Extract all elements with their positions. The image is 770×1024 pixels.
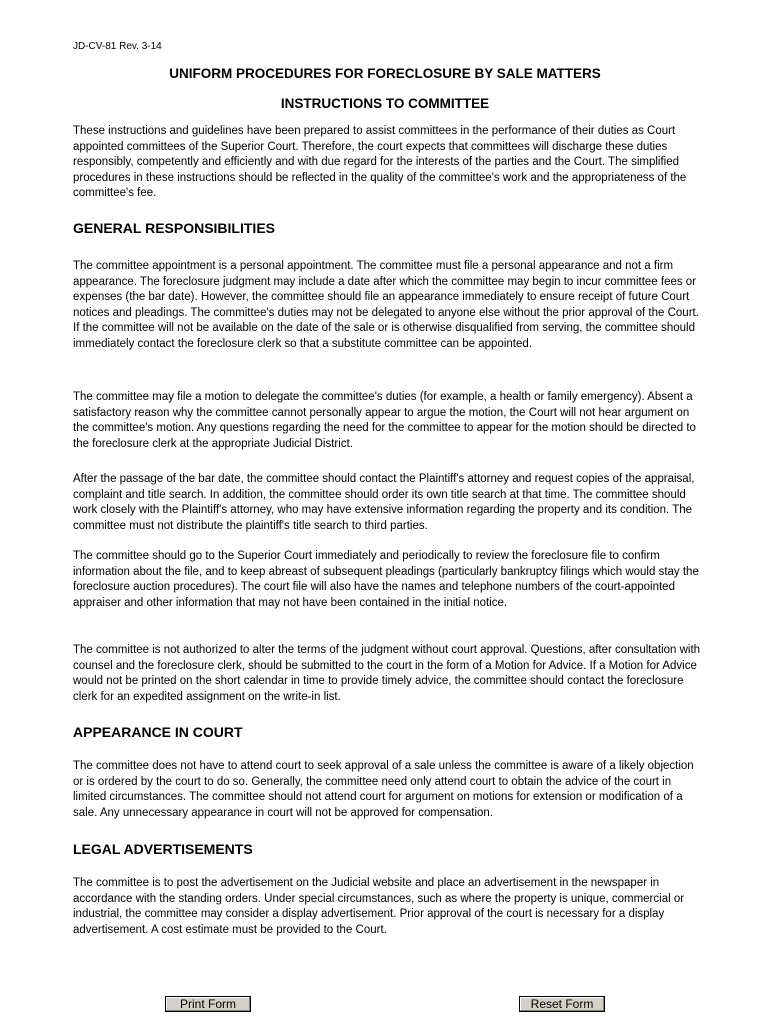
paragraph: The committee is not authorized to alter the terms of the judgment without court approval. Questions, after consultation with counsel and the foreclosure clerk, should be submitted to the court in the form of a Motion for Advice. If a Motion for Advice would not be printed on the short calendar in time to provide timely advice, the committee should contact the foreclosure clerk for an expedited assignment on the write-in list. — [73, 644, 701, 703]
document-subtitle: INSTRUCTIONS TO COMMITTEE — [280, 96, 490, 111]
section-heading-general: GENERAL RESPONSIBILITIES — [73, 220, 275, 236]
document-title: UNIFORM PROCEDURES FOR FORECLOSURE BY SALE MATTERS — [169, 66, 601, 81]
section-heading-legal: LEGAL ADVERTISEMENTS — [73, 841, 253, 857]
paragraph: The committee may file a motion to delegate the committee's duties (for example, a health or family emergency). Absent a satisfactory reason why the committee cannot personally appear to argue the motion, the Court will not hear argument on the committee's motion. Any questions regarding the need for the committee to appear for the motion should be directed to the foreclosure clerk at the appropriate Judicial District. — [73, 391, 696, 450]
paragraph: The committee does not have to attend court to seek approval of a sale unless the committee is aware of a likely objection or is ordered by the court to do so. Generally, the committee need only attend court to obtain the advice of the court in limited circumstances. The committee should not attend court for argument on motions for extension or modification of a sale. Any unnecessary appearance in court will not be approved for compensation. — [73, 760, 694, 819]
section-heading-appearance: APPEARANCE IN COURT — [73, 724, 243, 740]
print-form-button[interactable]: Print Form — [165, 996, 251, 1012]
paragraph: The committee should go to the Superior Court immediately and periodically to review the foreclosure file to confirm information about the file, and to keep abreast of subsequent pleadings (particularly bankruptcy filings which would stay the foreclosure auction procedures). The court file will also have the names and telephone numbers of the court-appointed appraiser and other information that may not have been contained in the initial notice. — [73, 550, 699, 609]
intro-paragraph: These instructions and guidelines have been prepared to assist committees in the performance of their duties as Court appointed committees of the Superior Court. Therefore, the court expects that committees will discharge these duties responsibly, competently and efficiently and with due regard for the interests of the parties and the Court. The simplified procedures in these instructions should be reflected in the quality of the committee's work and the appropriateness of the committee's fee. — [73, 125, 687, 200]
paragraph: The committee is to post the advertisement on the Judicial website and place an advertisement in the newspaper in accordance with the standing orders. Under special circumstances, such as where the property is unique, commercial or industrial, the committee may consider a display advertisement. Prior approval of the court is necessary for a display advertisement. A cost estimate must be provided to the Court. — [73, 877, 685, 936]
form-id: JD-CV-81 Rev. 3-14 — [73, 41, 162, 52]
reset-form-button[interactable]: Reset Form — [519, 996, 605, 1012]
paragraph: After the passage of the bar date, the committee should contact the Plaintiff's attorney and request copies of the appraisal, complaint and title search. In addition, the committee should order its own title search at that time. The committee should work closely with the Plaintiff's attorney, who may have extensive information regarding the property and its condition. The committee must not distribute the plaintiff's title search to third parties. — [73, 473, 695, 532]
paragraph: The committee appointment is a personal appointment. The committee must file a personal appearance and not a firm appearance. The foreclosure judgment may include a date after which the committee may begin to incur committee fees or expenses (the bar date). However, the committee should file an appearance immediately to ensure receipt of future Court notices and pleadings. The committee's duties may not be delegated to anyone else without the prior approval of the Court. If the committee will not be available on the date of the sale or is otherwise disqualified from serving, the committee should immediately contact the foreclosure clerk so that a substitute committee can be appointed. — [73, 260, 699, 350]
